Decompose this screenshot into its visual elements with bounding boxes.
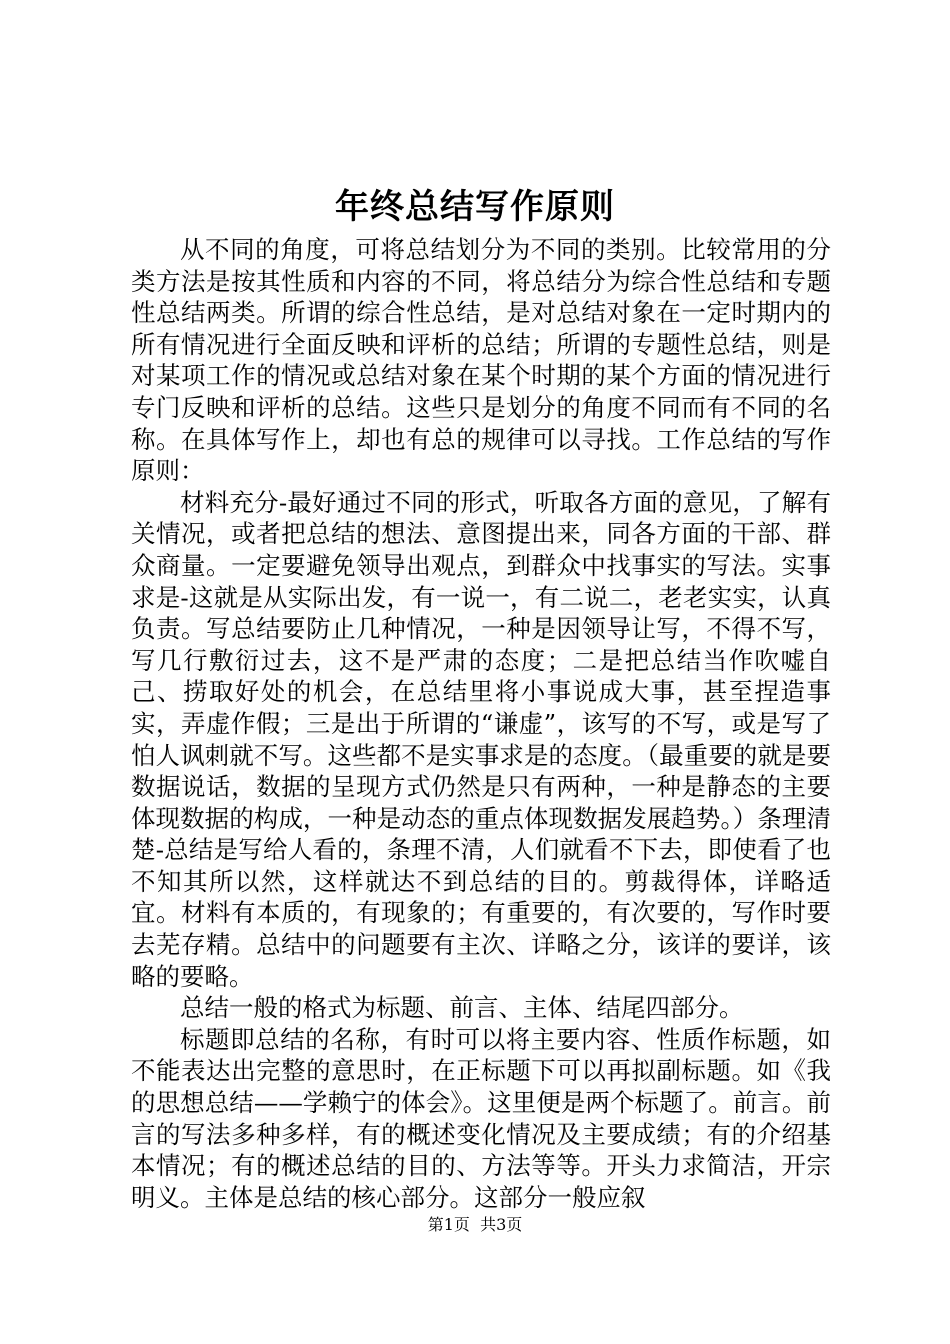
document-body	[131, 234, 831, 1213]
page-total: 共3页	[480, 1215, 523, 1234]
paragraph-format: 总结一般的格式为标题、前言、主体、结尾四部分。	[180, 993, 744, 1023]
paragraph-title-section: 标题即总结的名称，有时可以将主要内容、性质作标题，如不能表达出完整的意思时，在正标题下可以再拟副标题。如《我的思想总结——学赖宁的体会》。这里便是两个标题了。前言。前言的写法多种多样，有的概述变化情况及主要成绩；有的介绍基本情况；有的概述总结的目的、方法等等。开头力求简洁，开宗明义。主体是总结的核心部分。这部分一般应叙	[131, 1024, 831, 1212]
paragraph-principles: 材料充分-最好通过不同的形式，听取各方面的意见，了解有关情况，或者把总结的想法、意图提出来，同各方面的干部、群众商量。一定要避免领导出观点，到群众中找事实的写法。实事求是-这就是从实际出发，有一说一，有二说二，老老实实，认真负责。写总结要防止几种情况，一种是因领导让写，不得不写，写几行敷衍过去，这不是严肃的态度；二是把总结当作吹嘘自己、捞取好处的机会，在总结里将小事说成大事，甚至捏造事实，弄虚作假；三是出于所谓的“谦虚”，该写的不写，或是写了怕人讽刺就不写。这些都不是实事求是的态度。（最重要的就是要数据说话，数据的呈现方式仍然是只有两种，一种是静态的主要体现数据的构成，一种是动态的重点体现数据发展趋势。）条理清楚-总结是写给人看的，条理不清，人们就看不下去，即使看了也不知其所以然，这样就达不到总结的目的。剪裁得体，详略适宜。材料有本质的，有现象的；有重要的，有次要的，写作时要去芜存精。总结中的问题要有主次、详略之分，该详的要详，该略的要略。	[131, 487, 831, 991]
page-footer	[0, 1214, 950, 1236]
document-title: 年终总结写作原则	[335, 187, 615, 227]
page-number: 第1页	[427, 1215, 470, 1234]
paragraph-intro: 从不同的角度，可将总结划分为不同的类别。比较常用的分类方法是按其性质和内容的不同，将总结分为综合性总结和专题性总结两类。所谓的综合性总结，是对总结对象在一定时期内的所有情况进行全面反映和评析的总结；所谓的专题性总结，则是对某项工作的情况或总结对象在某个时期的某个方面的情况进行专门反映和评析的总结。这些只是划分的角度不同而有不同的名称。在具体写作上，却也有总的规律可以寻找。工作总结的写作原则：	[131, 235, 831, 486]
